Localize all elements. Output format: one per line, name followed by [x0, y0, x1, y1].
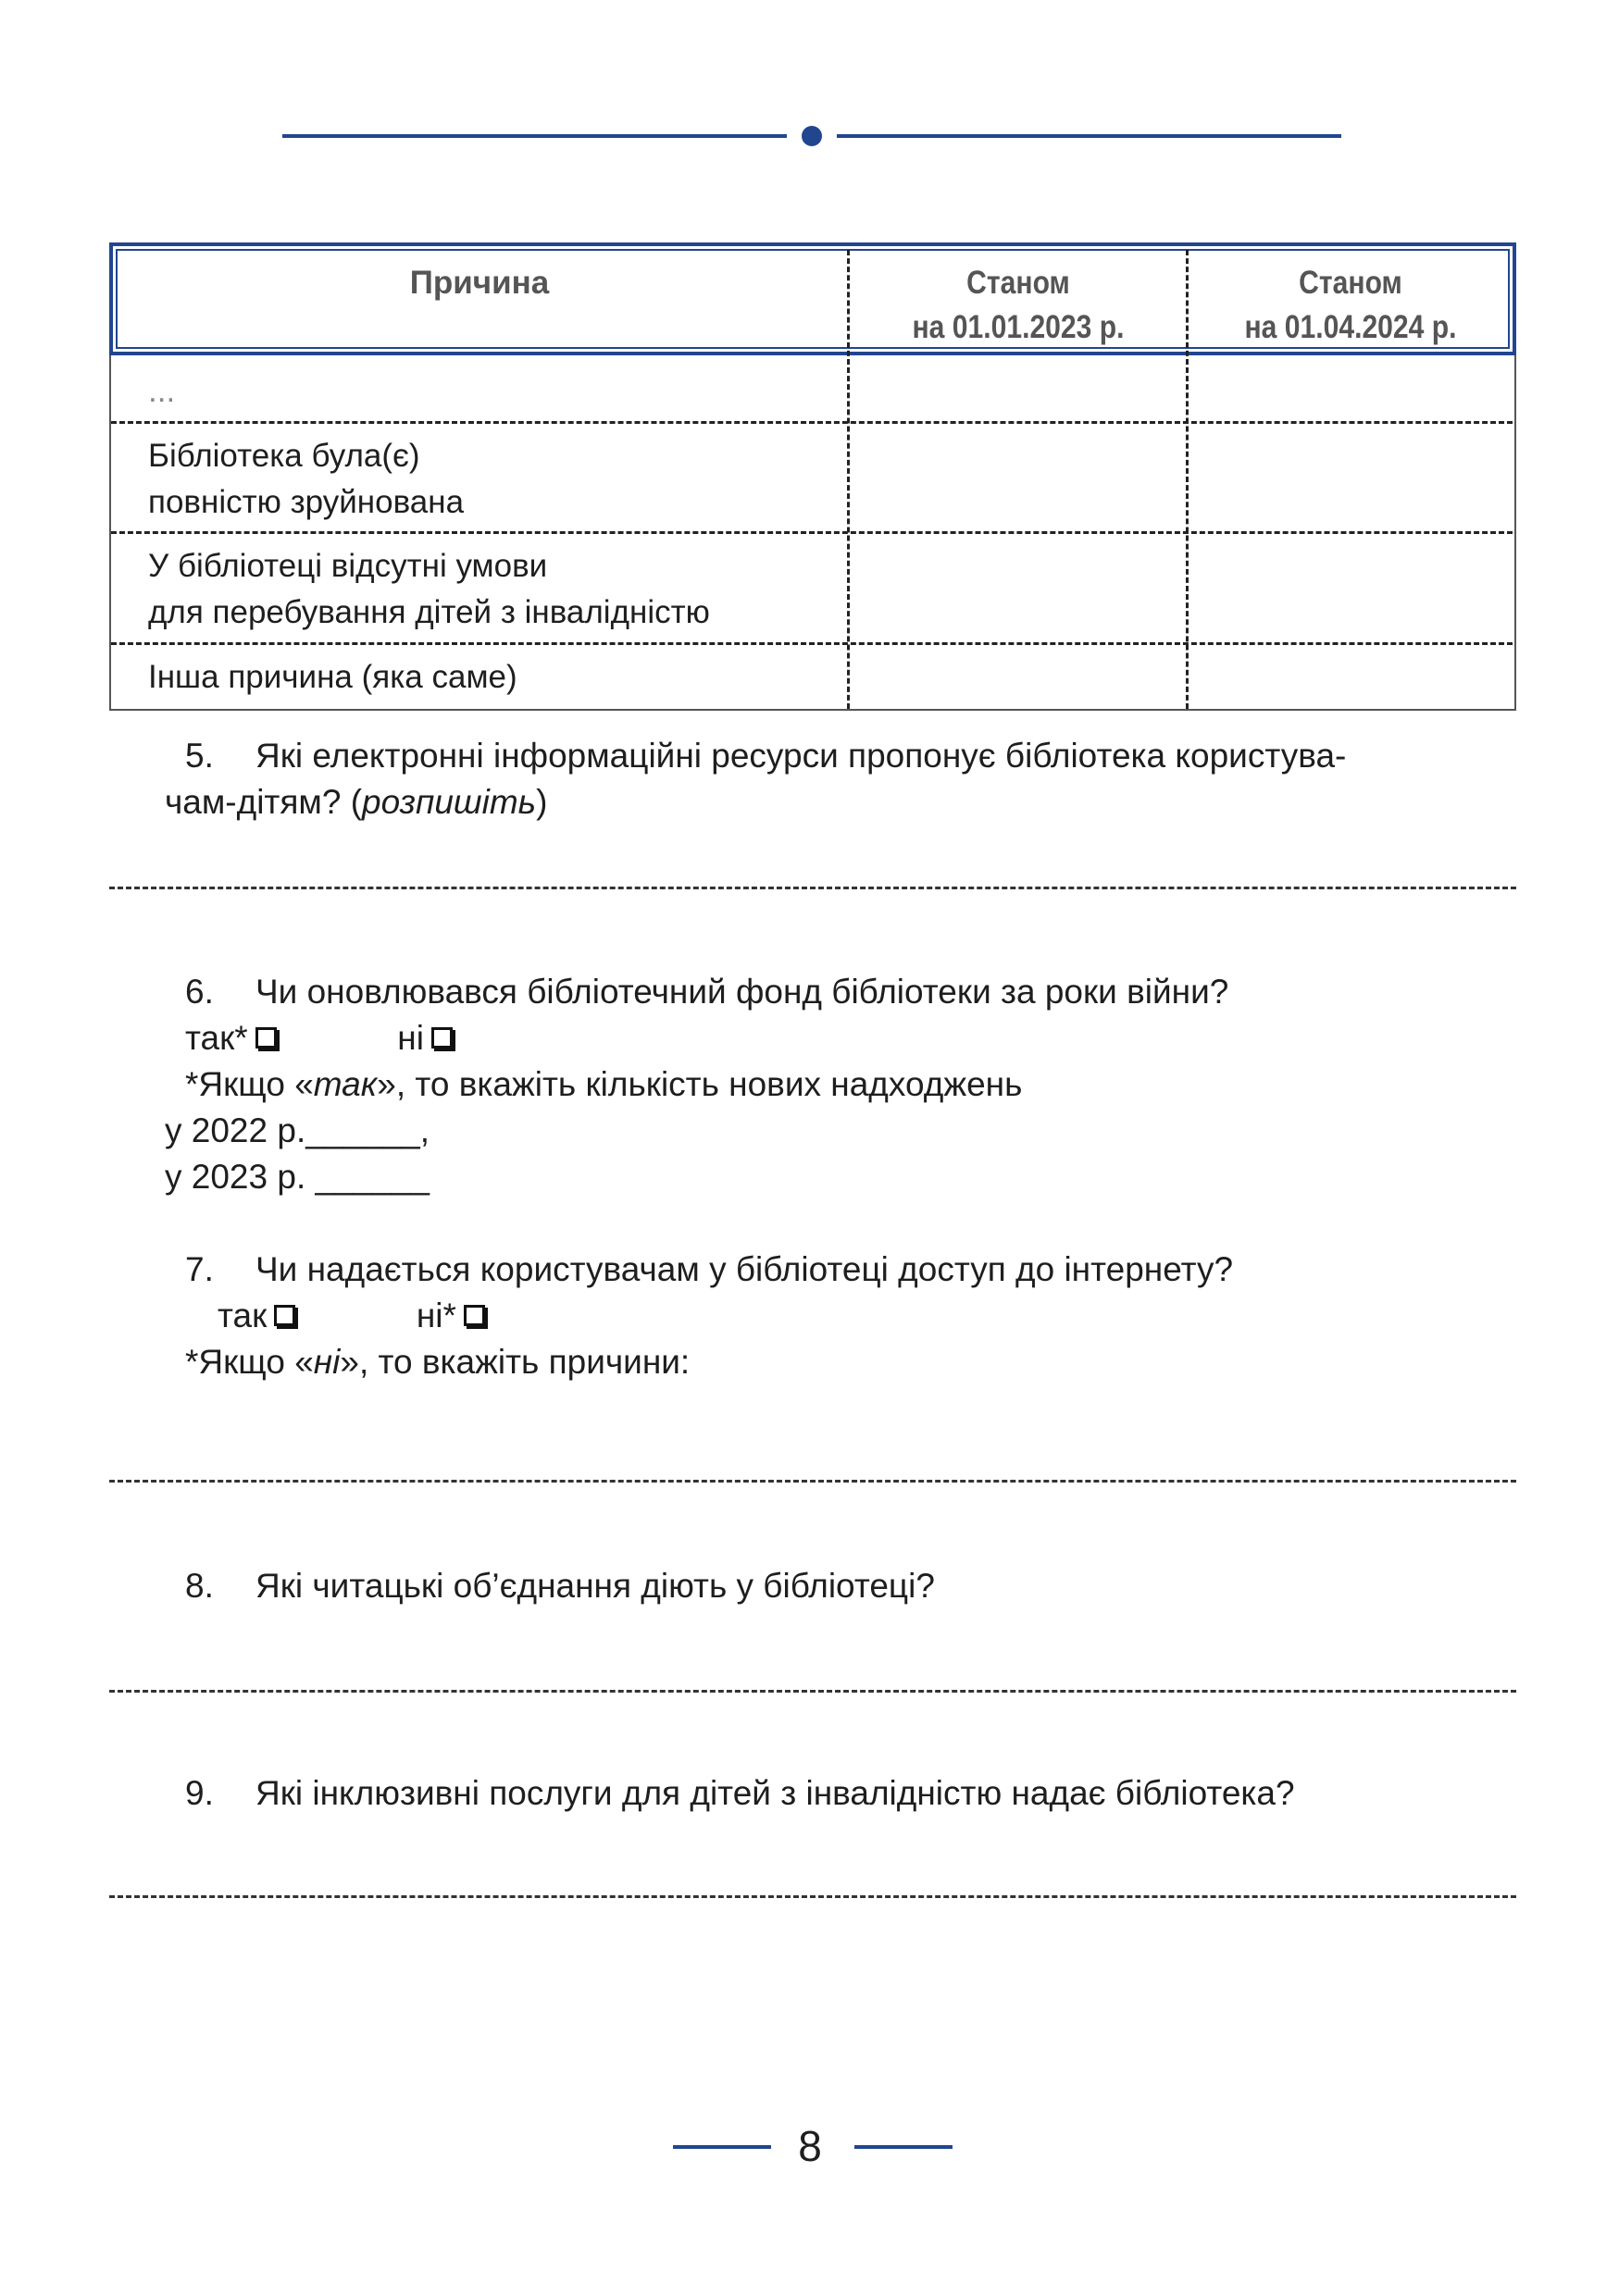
question-7-text: Чи надається користувачам у бібліотеці доступ до інтернету?	[255, 1250, 1234, 1288]
note-text-end: », то вкажіть причини:	[340, 1343, 691, 1381]
option-yes-label: так	[218, 1297, 268, 1334]
question-number: 6.	[185, 973, 214, 1011]
header-date-2024-line2: на 01.04.2024 р.	[1244, 309, 1457, 345]
row-ellipsis: ...	[148, 373, 176, 409]
field-2023[interactable]: у 2023 р. ______	[165, 1158, 430, 1196]
question-5	[185, 733, 1346, 779]
row-divider	[111, 642, 1513, 645]
question-5-text-end: )	[536, 783, 548, 821]
footer-rule-left	[673, 2145, 771, 2149]
row-no-conditions	[148, 543, 710, 636]
row-divider	[111, 421, 1513, 424]
answer-line-q8[interactable]	[109, 1690, 1516, 1693]
question-8	[185, 1563, 935, 1609]
row-no-conditions-line1: У бібліотеці відсутні умови	[148, 548, 548, 584]
header-date-2023-line2: на 01.01.2023 р.	[912, 309, 1125, 345]
answer-line-q5[interactable]	[109, 887, 1516, 889]
row-destroyed-line2: повністю зруйнована	[148, 484, 465, 520]
option-no-label: ні	[397, 1019, 424, 1057]
page-number: 8	[798, 2122, 822, 2170]
header-date-2023	[850, 261, 1187, 350]
question-6-text: Чи оновлювався бібліотечний фонд бібліотеки за роки війни?	[255, 973, 1229, 1011]
note-text-end: », то вкажіть кількість нових надходжень	[377, 1065, 1023, 1103]
header-ornament-dot	[802, 126, 822, 146]
header-date-2023-line1: Станом	[966, 265, 1070, 301]
question-9-text: Які інклюзивні послуги для дітей з інвалідністю надає бібліотека?	[255, 1774, 1295, 1812]
row-other-reason: Інша причина (яка саме)	[148, 659, 517, 695]
question-number: 7.	[185, 1250, 214, 1288]
row-destroyed-line1: Бібліотека була(є)	[148, 438, 420, 474]
footer-rule-right	[854, 2145, 953, 2149]
checkbox-yes[interactable]	[255, 1027, 277, 1049]
header-reason: Причина	[409, 265, 550, 301]
question-number: 5.	[185, 737, 214, 775]
question-7	[185, 1247, 1233, 1293]
checkbox-yes[interactable]	[274, 1305, 295, 1326]
answer-line-q9[interactable]	[109, 1895, 1516, 1898]
header-date-2024	[1189, 261, 1513, 350]
option-yes-label: так*	[185, 1019, 248, 1057]
row-no-conditions-line2: для перебування дітей з інвалідністю	[148, 594, 710, 630]
checkbox-no[interactable]	[431, 1027, 453, 1049]
note-italic: ні	[313, 1343, 341, 1381]
option-no-label: ні*	[416, 1297, 456, 1334]
field-2022[interactable]: у 2022 р.______,	[165, 1111, 430, 1149]
question-6-options	[185, 1015, 453, 1061]
note-text: *Якщо «	[185, 1343, 314, 1381]
note-text: *Якщо «	[185, 1065, 314, 1103]
answer-line-q7[interactable]	[109, 1480, 1516, 1483]
question-6	[185, 969, 1228, 1015]
question-5-text-cont: чам-дітям? (	[165, 783, 363, 821]
question-7-note	[185, 1339, 690, 1385]
question-9	[185, 1770, 1295, 1817]
header-rule-right	[837, 134, 1341, 138]
question-6-note	[185, 1061, 1022, 1108]
reasons-table	[109, 242, 1516, 711]
row-destroyed	[148, 433, 464, 526]
question-number: 9.	[185, 1774, 214, 1812]
checkbox-no[interactable]	[464, 1305, 485, 1326]
note-italic: так	[313, 1065, 378, 1103]
header-rule-left	[282, 134, 787, 138]
question-8-text: Які читацькі об’єднання діють у бібліотеці?	[255, 1567, 935, 1605]
question-5-italic: розпишіть	[362, 783, 537, 821]
question-7-options	[218, 1293, 485, 1339]
row-divider	[111, 531, 1513, 534]
question-5-text: Які електронні інформаційні ресурси пропонує бібліотека користува-	[255, 737, 1347, 775]
header-date-2024-line1: Станом	[1299, 265, 1402, 301]
question-number: 8.	[185, 1567, 214, 1605]
question-5-continued	[165, 779, 547, 825]
